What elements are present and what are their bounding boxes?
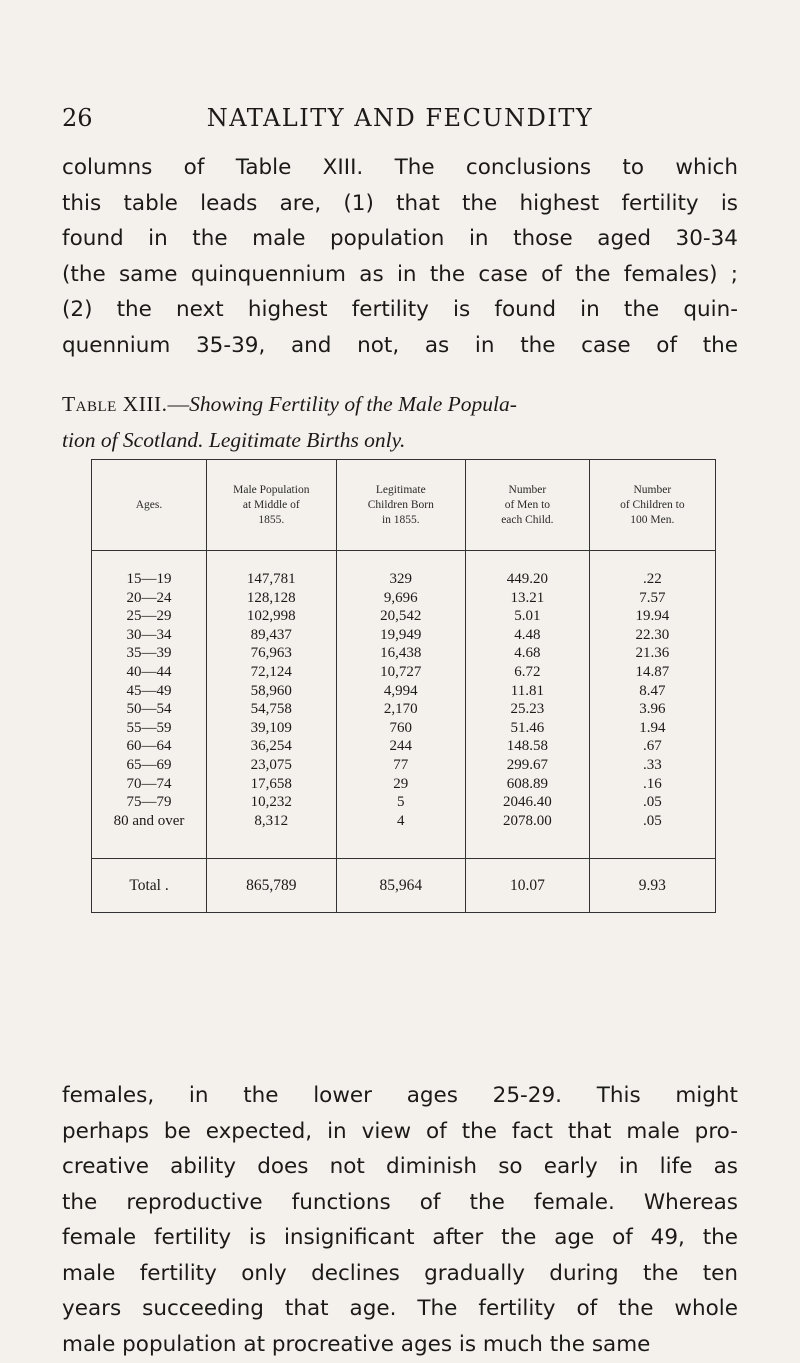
row-population: 36,254 [207,737,337,756]
paragraph-line: male population at procreative ages is much the same [62,1331,651,1357]
row-children-per-100: .05 [589,793,715,812]
table-row [92,737,716,756]
row-births: 244 [336,737,466,756]
paragraph-line: females, in the lower ages 25-29. This might [62,1083,738,1108]
row-children-per-100: 19.94 [589,607,715,626]
paragraph-line: found in the male population in those aged 30-34 [62,226,738,251]
row-age: 40—44 [126,663,172,680]
table-row [92,663,716,682]
table-row [92,644,716,663]
table-body [92,551,716,859]
row-children-per-100: 3.96 [589,700,715,719]
total-population: 865,789 [207,859,337,913]
table-row [92,775,716,794]
row-population: 39,109 [207,719,337,738]
table-label: Table XIII. [62,392,168,416]
row-population: 89,437 [207,626,337,645]
row-population: 10,232 [207,793,337,812]
fertility-table [91,459,716,1029]
row-births: 20,542 [336,607,466,626]
row-children-per-100: .05 [589,812,715,859]
row-men-per-child: 5.01 [466,607,590,626]
page-header [62,104,738,144]
row-men-per-child: 4.48 [466,626,590,645]
row-men-per-child: 6.72 [466,663,590,682]
row-men-per-child: 13.21 [466,589,590,608]
header-births: Legitimate Children Born in 1855. [336,460,466,551]
table-row [92,756,716,775]
row-age: 70—74 [126,775,172,792]
total-row [92,859,716,913]
paragraph-line: the reproductive functions of the female. Whereas [62,1189,738,1215]
caption-title-line-2: tion of Scotland. Legitimate Births only. [62,428,406,452]
row-births: 29 [336,775,466,794]
table-row [92,682,716,701]
row-men-per-child: 2078.00 [466,812,590,859]
paragraph-line: quennium 35-39, and not, as in the case of the [62,332,738,358]
row-population: 54,758 [207,700,337,719]
row-population: 17,658 [207,775,337,794]
row-age: 80 and over [113,812,185,829]
row-children-per-100: .16 [589,775,715,794]
row-births: 5 [336,793,466,812]
row-population: 128,128 [207,589,337,608]
paragraph-line: (2) the next highest fertility is found in the quin- [62,297,738,322]
row-age: 30—34 [126,626,172,643]
row-births: 77 [336,756,466,775]
table-row [92,626,716,645]
row-children-per-100: 1.94 [589,719,715,738]
table-row [92,793,716,812]
row-men-per-child: 4.68 [466,644,590,663]
row-men-per-child: 51.46 [466,719,590,738]
paragraph-line: this table leads are, (1) that the highest fertility is [62,190,738,216]
paragraph-line: male fertility only declines gradually during the ten [62,1260,738,1286]
table-row [92,700,716,719]
row-population: 102,998 [207,607,337,626]
total-births: 85,964 [336,859,466,913]
paragraph-line: (the same quinquennium as in the case of the females) ; [62,261,738,287]
row-men-per-child: 449.20 [466,551,590,589]
row-men-per-child: 2046.40 [466,793,590,812]
row-men-per-child: 25.23 [466,700,590,719]
total-men-per-child: 10.07 [466,859,590,913]
row-age: 45—49 [126,682,172,699]
row-births: 4 [336,812,466,859]
row-births: 2,170 [336,700,466,719]
row-age: 65—69 [126,756,172,773]
paragraph-top [62,150,738,363]
row-population: 76,963 [207,644,337,663]
table-row [92,607,716,626]
paragraph-line: perhaps be expected, in view of the fact that male pro- [62,1118,738,1144]
paragraph-line: female fertility is insignificant after the age of 49, the [62,1225,738,1250]
row-births: 19,949 [336,626,466,645]
table-row [92,719,716,738]
row-population: 72,124 [207,663,337,682]
table-caption [62,386,738,458]
table-row [92,589,716,608]
row-age: 75—79 [126,794,172,811]
header-children-per-100: Number of Children to 100 Men. [589,460,715,551]
row-population: 8,312 [207,812,337,859]
row-age: 35—39 [126,645,172,662]
row-births: 329 [336,551,466,589]
row-age: 50—54 [126,701,172,718]
row-age: 20—24 [126,589,172,606]
total-age: Total . [92,859,207,913]
total-children-per-100: 9.93 [589,859,715,913]
paragraph-line: years succeeding that age. The fertility of the whole [62,1296,738,1321]
row-children-per-100: 22.30 [589,626,715,645]
row-population: 23,075 [207,756,337,775]
header-ages: Ages. [92,460,207,551]
header-population: Male Population at Middle of 1855. [207,460,337,551]
row-children-per-100: 21.36 [589,644,715,663]
row-births: 10,727 [336,663,466,682]
row-age: 55—59 [126,719,172,736]
caption-title-line-1: Showing Fertility of the Male Popula- [189,392,517,416]
row-births: 16,438 [336,644,466,663]
row-population: 58,960 [207,682,337,701]
row-children-per-100: 8.47 [589,682,715,701]
row-births: 4,994 [336,682,466,701]
row-age: 60—64 [126,738,172,755]
row-men-per-child: 11.81 [466,682,590,701]
header-men-per-child: Number of Men to each Child. [466,460,590,551]
row-children-per-100: .67 [589,737,715,756]
row-children-per-100: 7.57 [589,589,715,608]
paragraph-line: creative ability does not diminish so early in life as [62,1154,738,1179]
row-age: 25—29 [126,608,172,625]
row-population: 147,781 [207,551,337,589]
paragraph-line: columns of Table XIII. The conclusions to which [62,155,738,180]
caption-dash: — [167,392,190,416]
page-number: 26 [62,104,93,132]
row-children-per-100: .33 [589,756,715,775]
row-births: 760 [336,719,466,738]
row-children-per-100: .22 [589,551,715,589]
table-row [92,812,716,859]
running-head: NATALITY AND FECUNDITY [206,104,594,132]
row-age: 15—19 [126,571,172,587]
row-men-per-child: 608.89 [466,775,590,794]
row-births: 9,696 [336,589,466,608]
row-children-per-100: 14.87 [589,663,715,682]
row-men-per-child: 299.67 [466,756,590,775]
paragraph-bottom [62,1078,738,1362]
table-row [92,551,716,589]
row-men-per-child: 148.58 [466,737,590,756]
